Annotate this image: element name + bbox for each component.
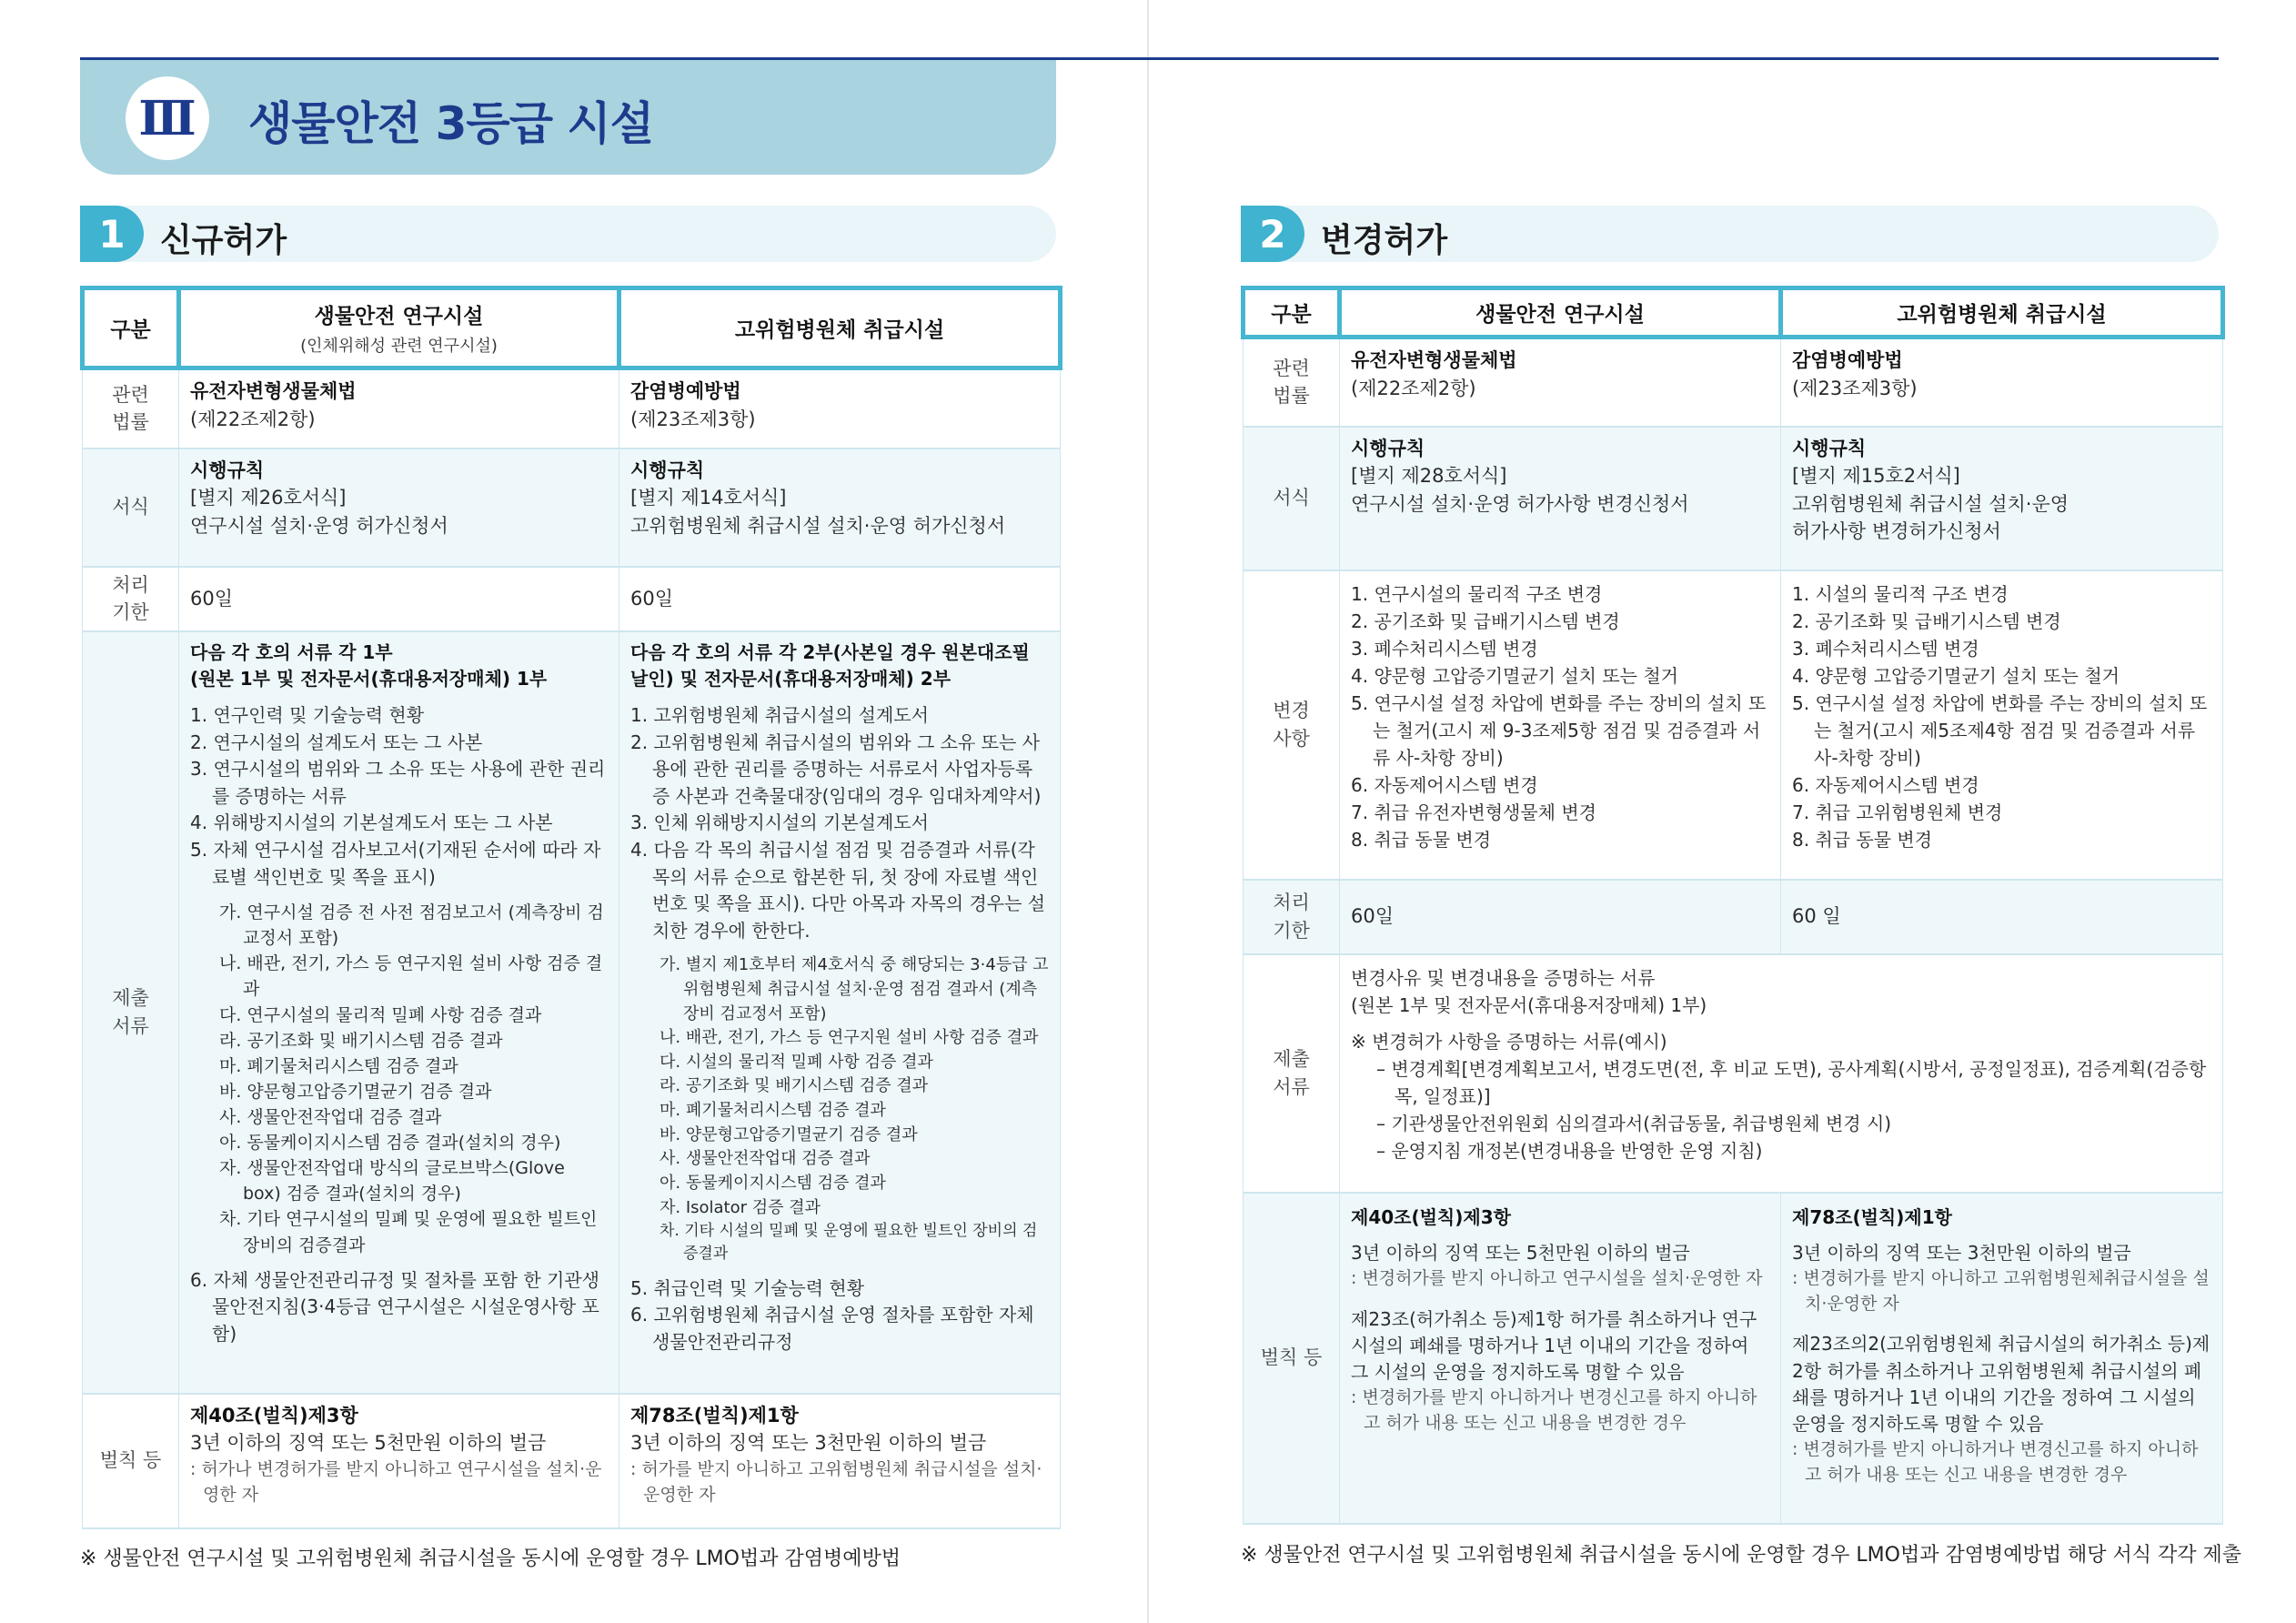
row-label-law: 관련 법률 [1244, 338, 1340, 427]
header-category: 구분 [83, 288, 179, 368]
table-row-period [1244, 880, 2223, 954]
list-item: 6. 자동제어시스템 변경 [1792, 773, 1979, 796]
form-pathogen-line1: [별지 제14호서식] [630, 487, 787, 509]
docs-research-cell [179, 631, 619, 1394]
table-row-documents [83, 631, 1061, 1394]
list-item: 3. 폐수처리시스템 변경 [1351, 637, 1538, 660]
penalty-research-note: : 허가나 변경허가를 받지 아니하고 연구시설을 설치·운영한 자 [190, 1459, 602, 1505]
sub-list-item: 사. 생물안전작업대 검증 결과 [219, 1107, 442, 1128]
list-item: – 운영지침 개정본(변경내용을 반영한 운영 지침) [1376, 1139, 1763, 1162]
form-research-cell [179, 449, 619, 567]
list-item: – 기관생물안전위원회 심의결과서(취급동물, 취급병원체 변경 시) [1376, 1112, 1892, 1134]
penalty-research-text: 3년 이하의 징역 또는 5천만원 이하의 벌금 [1351, 1241, 1690, 1264]
form-pathogen-cell [1781, 427, 2223, 570]
form-pathogen-title: 시행규칙 [1792, 437, 1867, 459]
penalty-pathogen-text2: 제23조의2(고위험병원체 취급시설의 허가취소 등)제2항 허가를 취소하거나 고위험병원체 취급시설의 폐쇄를 명하거나 1년 이내의 기간을 정하여 그 시설의 운영을 정지하도록 명할 수 있음 [1792, 1333, 2210, 1435]
list-item: 2. 공기조화 및 급배기시스템 변경 [1351, 610, 1620, 632]
list-item: 7. 취급 고위험병원체 변경 [1792, 801, 2003, 823]
sub-list-item: 라. 공기조화 및 배기시스템 검증 결과 [660, 1076, 929, 1096]
list-item: 4. 위해방지시설의 기본설계도서 또는 그 사본 [190, 812, 553, 834]
list-item: 3. 폐수처리시스템 변경 [1792, 637, 1979, 660]
docs-research-head2: (원본 1부 및 전자문서(휴대용저장매체) 1부 [190, 668, 548, 691]
header-research-facility: 생물안전 연구시설 [1340, 288, 1781, 338]
law-pathogen-title: 감염병예방법 [1792, 349, 1903, 371]
form-pathogen-title: 시행규칙 [630, 459, 705, 481]
form-pathogen-cell [619, 449, 1061, 567]
period-pathogen: 60 일 [1781, 880, 2223, 954]
docs-pathogen-head2: 날인) 및 전자문서(휴대용저장매체) 2부 [630, 668, 952, 691]
sub-list-item: 자. Isolator 검증 결과 [660, 1197, 821, 1217]
top-rule [1148, 57, 2219, 60]
table-row-form [83, 449, 1061, 567]
list-item: 3. 연구시설의 범위와 그 소유 또는 사용에 관한 권리를 증명하는 서류 [190, 758, 606, 807]
list-item: 7. 취급 유전자변형생물체 변경 [1351, 801, 1596, 823]
header-category: 구분 [1244, 288, 1340, 338]
sub-list-item: 마. 폐기물처리시스템 검증 결과 [219, 1055, 458, 1076]
list-item: 6. 자체 생물안전관리규정 및 절차를 포함 한 기관생물안전지침(3·4등급 연구시설은 시설운영사항 포함) [190, 1268, 599, 1345]
form-research-cell [1340, 427, 1781, 570]
list-item: 2. 연구시설의 설계도서 또는 그 사본 [190, 731, 483, 753]
list-item: 4. 양문형 고압증기멸균기 설치 또는 철거 [1351, 664, 1678, 687]
penalty-research-note2: : 변경허가를 받지 아니하거나 변경신고를 하지 아니하고 허가 내용 또는 신고 내용을 변경한 경우 [1351, 1387, 1757, 1433]
sub-list-item: 바. 양문형고압증기멸균기 검증 결과 [219, 1081, 492, 1102]
change-permit-table [1241, 286, 2225, 1525]
sub-list-item: 마. 폐기물처리시스템 검증 결과 [660, 1101, 886, 1121]
list-item: – 변경계획[변경계획보고서, 변경도면(전, 후 비교 도면), 공사계획(시방서, 공정일정표), 검증계획(검증항목, 일정표)] [1376, 1057, 2207, 1107]
footnote-left: ※ 생물안전 연구시설 및 고위험병원체 취급시설을 동시에 운영할 경우 LMO법과 감염병예방법 [80, 1547, 901, 1570]
table-row-law [83, 368, 1061, 449]
sub-list-item: 가. 별지 제1호부터 제4호서식 중 해당되는 3·4등급 고위험병원체 취급시설 설치·운영 점검 결과서 (계측장비 검교정서 포함) [660, 955, 1049, 1023]
law-research-cell [179, 368, 619, 449]
docs-pathogen-head1: 다음 각 호의 서류 각 2부(사본일 경우 원본대조필 [630, 640, 1030, 663]
list-item: 1. 시설의 물리적 구조 변경 [1792, 582, 2009, 605]
period-pathogen: 60일 [619, 567, 1061, 631]
law-pathogen-ref: (제23조제3항) [1792, 377, 1918, 399]
form-research-line2: 연구시설 설치·운영 허가사항 변경신청서 [1351, 492, 1689, 515]
sub-list-item: 나. 배관, 전기, 가스 등 연구지원 설비 사항 검증 결과 [219, 953, 603, 1000]
form-research-line2: 연구시설 설치·운영 허가신청서 [190, 514, 448, 537]
section-title: 신규허가 [160, 222, 287, 259]
sub-list-item: 차. 기타 시설의 밀폐 및 운영에 필요한 빌트인 장비의 검증결과 [660, 1222, 1038, 1264]
table-row-penalty [1244, 1193, 2223, 1524]
docs-line1: 변경사유 및 변경내용을 증명하는 서류 [1351, 966, 1656, 989]
sub-list-item: 다. 시설의 물리적 밀폐 사항 검증 결과 [660, 1052, 933, 1072]
penalty-pathogen-cell [1781, 1193, 2223, 1524]
table-row-penalty [83, 1394, 1061, 1528]
changes-research-cell [1340, 570, 1781, 880]
law-research-title: 유전자변형생물체법 [190, 380, 357, 402]
list-item: 5. 연구시설 설정 차압에 변화를 주는 장비의 설치 또는 철거(고시 제 9-3조제5항 점검 및 검증결과 서류 사-차항 장비) [1351, 691, 1767, 769]
sub-list-item: 사. 생물안전작업대 검증 결과 [660, 1149, 871, 1169]
penalty-pathogen-note: : 허가를 받지 아니하고 고위험병원체 취급시설을 설치·운영한 자 [630, 1459, 1042, 1505]
table-row-documents [1244, 954, 2223, 1193]
penalty-research-note: : 변경허가를 받지 아니하고 연구시설을 설치·운영한 자 [1351, 1267, 1763, 1288]
row-label-period: 처리 기한 [83, 567, 179, 631]
new-permit-table [80, 286, 1062, 1529]
penalty-pathogen-title: 제78조(벌칙)제1항 [630, 1404, 799, 1426]
table-header-row [1244, 288, 2223, 338]
docs-line2: (원본 1부 및 전자문서(휴대용저장매체) 1부) [1351, 993, 1707, 1016]
row-label-period: 처리 기한 [1244, 880, 1340, 954]
header-research-facility [179, 288, 619, 368]
docs-pathogen-cell [619, 631, 1061, 1394]
table-row-changes [1244, 570, 2223, 880]
header-research-facility-sub: (인체위해성 관련 연구시설) [300, 337, 498, 356]
section-header-change-permit [1241, 206, 2219, 262]
table-row-law [1244, 338, 2223, 427]
penalty-pathogen-cell [619, 1394, 1061, 1528]
sub-list-item: 아. 동물케이지시스템 검증 결과(설치의 경우) [219, 1133, 561, 1154]
penalty-research-text: 3년 이하의 징역 또는 5천만원 이하의 벌금 [190, 1432, 547, 1455]
form-research-title: 시행규칙 [190, 459, 265, 481]
chapter-banner [80, 60, 1056, 175]
form-pathogen-line2: 고위험병원체 취급시설 설치·운영 허가신청서 [630, 514, 1006, 537]
section-header-new-permit [80, 206, 1056, 262]
section-title: 변경허가 [1321, 222, 1448, 259]
law-pathogen-cell [1781, 338, 2223, 427]
list-item: 8. 취급 동물 변경 [1351, 828, 1492, 851]
header-pathogen-facility: 고위험병원체 취급시설 [619, 288, 1061, 368]
list-item: 3. 인체 위해방지시설의 기본설계도서 [630, 812, 929, 834]
row-label-penalty: 벌칙 등 [1244, 1193, 1340, 1524]
sub-list-item: 라. 공기조화 및 배기시스템 검증 결과 [219, 1030, 503, 1051]
sub-list-item: 가. 연구시설 검증 전 사전 점검보고서 (계측장비 검교정서 포함) [219, 902, 604, 949]
list-item: 2. 공기조화 및 급배기시스템 변경 [1792, 610, 2061, 632]
law-research-cell [1340, 338, 1781, 427]
list-item: 6. 자동제어시스템 변경 [1351, 773, 1538, 796]
penalty-pathogen-note: : 변경허가를 받지 아니하고 고위험병원체취급시설을 설치·운영한 자 [1792, 1267, 2210, 1314]
sub-list-item: 아. 동물케이지시스템 검증 결과 [660, 1173, 886, 1193]
list-item: 5. 취급인력 및 기술능력 현황 [630, 1276, 865, 1299]
law-research-ref: (제22조제2항) [1351, 377, 1476, 399]
form-pathogen-line2: 고위험병원체 취급시설 설치·운영 [1792, 492, 2069, 515]
docs-merged-cell [1340, 954, 2223, 1193]
list-item: 4. 다음 각 목의 취급시설 점검 및 검증결과 서류(각 목의 서류 순으로 합본한 뒤, 첫 장에 자료별 색인번호 및 쪽을 표시). 다만 아목과 자목의 경우는 설치한 경우에 한한다. [630, 838, 1046, 942]
penalty-pathogen-text: 3년 이하의 징역 또는 3천만원 이하의 벌금 [1792, 1241, 2131, 1264]
form-research-title: 시행규칙 [1351, 437, 1425, 459]
list-item: 8. 취급 동물 변경 [1792, 828, 1933, 851]
law-pathogen-cell [619, 368, 1061, 449]
section-number: 2 [1241, 206, 1304, 262]
row-label-changes: 변경 사항 [1244, 570, 1340, 880]
header-pathogen-facility: 고위험병원체 취급시설 [1781, 288, 2223, 338]
sub-list-item: 나. 배관, 전기, 가스 등 연구지원 설비 사항 검증 결과 [660, 1028, 1039, 1048]
docs-example-heading: ※ 변경허가 사항을 증명하는 서류(예시) [1351, 1030, 1667, 1053]
row-label-penalty: 벌칙 등 [83, 1394, 179, 1528]
law-research-ref: (제22조제2항) [190, 408, 316, 430]
period-research: 60일 [179, 567, 619, 631]
chapter-number-badge: Ⅲ [126, 76, 209, 160]
list-item: 5. 연구시설 설정 차압에 변화를 주는 장비의 설치 또는 철거(고시 제5조제4항 점검 및 검증결과 서류 사-차항 장비) [1792, 691, 2208, 769]
row-label-form: 서식 [1244, 427, 1340, 570]
right-page [1148, 0, 2296, 1623]
section-number: 1 [80, 206, 144, 262]
table-header-row [83, 288, 1061, 368]
penalty-research-title: 제40조(벌칙)제3항 [1351, 1205, 1511, 1228]
form-pathogen-line3: 허가사항 변경허가신청서 [1792, 520, 2001, 543]
row-label-documents: 제출 서류 [83, 631, 179, 1394]
list-item: 1. 연구인력 및 기술능력 현황 [190, 704, 425, 726]
sub-list-item: 바. 양문형고압증기멸균기 검증 결과 [660, 1124, 918, 1144]
list-item: 1. 연구시설의 물리적 구조 변경 [1351, 582, 1603, 605]
form-research-line1: [별지 제26호서식] [190, 487, 347, 509]
form-research-line1: [별지 제28호서식] [1351, 465, 1507, 488]
docs-research-head1: 다음 각 호의 서류 각 1부 [190, 640, 393, 663]
chapter-title: 생물안전 3등급 시설 [248, 97, 654, 150]
period-research: 60일 [1340, 880, 1781, 954]
penalty-research-cell [179, 1394, 619, 1528]
changes-pathogen-cell [1781, 570, 2223, 880]
row-label-documents: 제출 서류 [1244, 954, 1340, 1193]
header-research-facility-label: 생물안전 연구시설 [314, 305, 484, 328]
table-row-period [83, 567, 1061, 631]
form-pathogen-line1: [별지 제15호2서식] [1792, 465, 1960, 488]
list-item: 2. 고위험병원체 취급시설의 범위와 그 소유 또는 사용에 관한 권리를 증명하는 서류로서 사업자등록증 사본과 건축물대장(임대의 경우 임대차계약서) [630, 731, 1042, 807]
penalty-research-cell [1340, 1193, 1781, 1524]
sub-list-item: 차. 기타 연구시설의 밀폐 및 운영에 필요한 빌트인 장비의 검증결과 [219, 1209, 598, 1255]
list-item: 4. 양문형 고압증기멸균기 설치 또는 철거 [1792, 664, 2120, 687]
penalty-pathogen-note2: : 변경허가를 받지 아니하거나 변경신고를 하지 아니하고 허가 내용 또는 신고 내용을 변경한 경우 [1792, 1439, 2199, 1485]
sub-list-item: 자. 생물안전작업대 방식의 글로브박스(Glove box) 검증 결과(설치의 경우) [219, 1158, 565, 1205]
penalty-pathogen-title: 제78조(벌칙)제1항 [1792, 1205, 1952, 1228]
law-research-title: 유전자변형생물체법 [1351, 349, 1517, 371]
list-item: 1. 고위험병원체 취급시설의 설계도서 [630, 704, 929, 726]
sub-list-item: 다. 연구시설의 물리적 밀폐 사항 검증 결과 [219, 1004, 542, 1025]
penalty-research-text2: 제23조(허가취소 등)제1항 허가를 취소하거나 연구시설의 폐쇄를 명하거나 1년 이내의 기간을 정하여 그 시설의 운영을 정지하도록 명할 수 있음 [1351, 1307, 1757, 1383]
law-pathogen-title: 감염병예방법 [630, 380, 741, 402]
penalty-pathogen-text: 3년 이하의 징역 또는 3천만원 이하의 벌금 [630, 1432, 987, 1455]
row-label-form: 서식 [83, 449, 179, 567]
penalty-research-title: 제40조(벌칙)제3항 [190, 1404, 358, 1426]
list-item: 5. 자체 연구시설 검사보고서(기재된 순서에 따라 자료별 색인번호 및 쪽을 표시) [190, 838, 601, 888]
law-pathogen-ref: (제23조제3항) [630, 408, 756, 430]
row-label-law: 관련 법률 [83, 368, 179, 449]
footnote-right: ※ 생물안전 연구시설 및 고위험병원체 취급시설을 동시에 운영할 경우 LMO법과 감염병예방법 해당 서식 각각 제출 [1241, 1544, 2241, 1567]
list-item: 6. 고위험병원체 취급시설 운영 절차를 포함한 자체 생물안전관리규정 [630, 1304, 1034, 1353]
table-row-form [1244, 427, 2223, 570]
